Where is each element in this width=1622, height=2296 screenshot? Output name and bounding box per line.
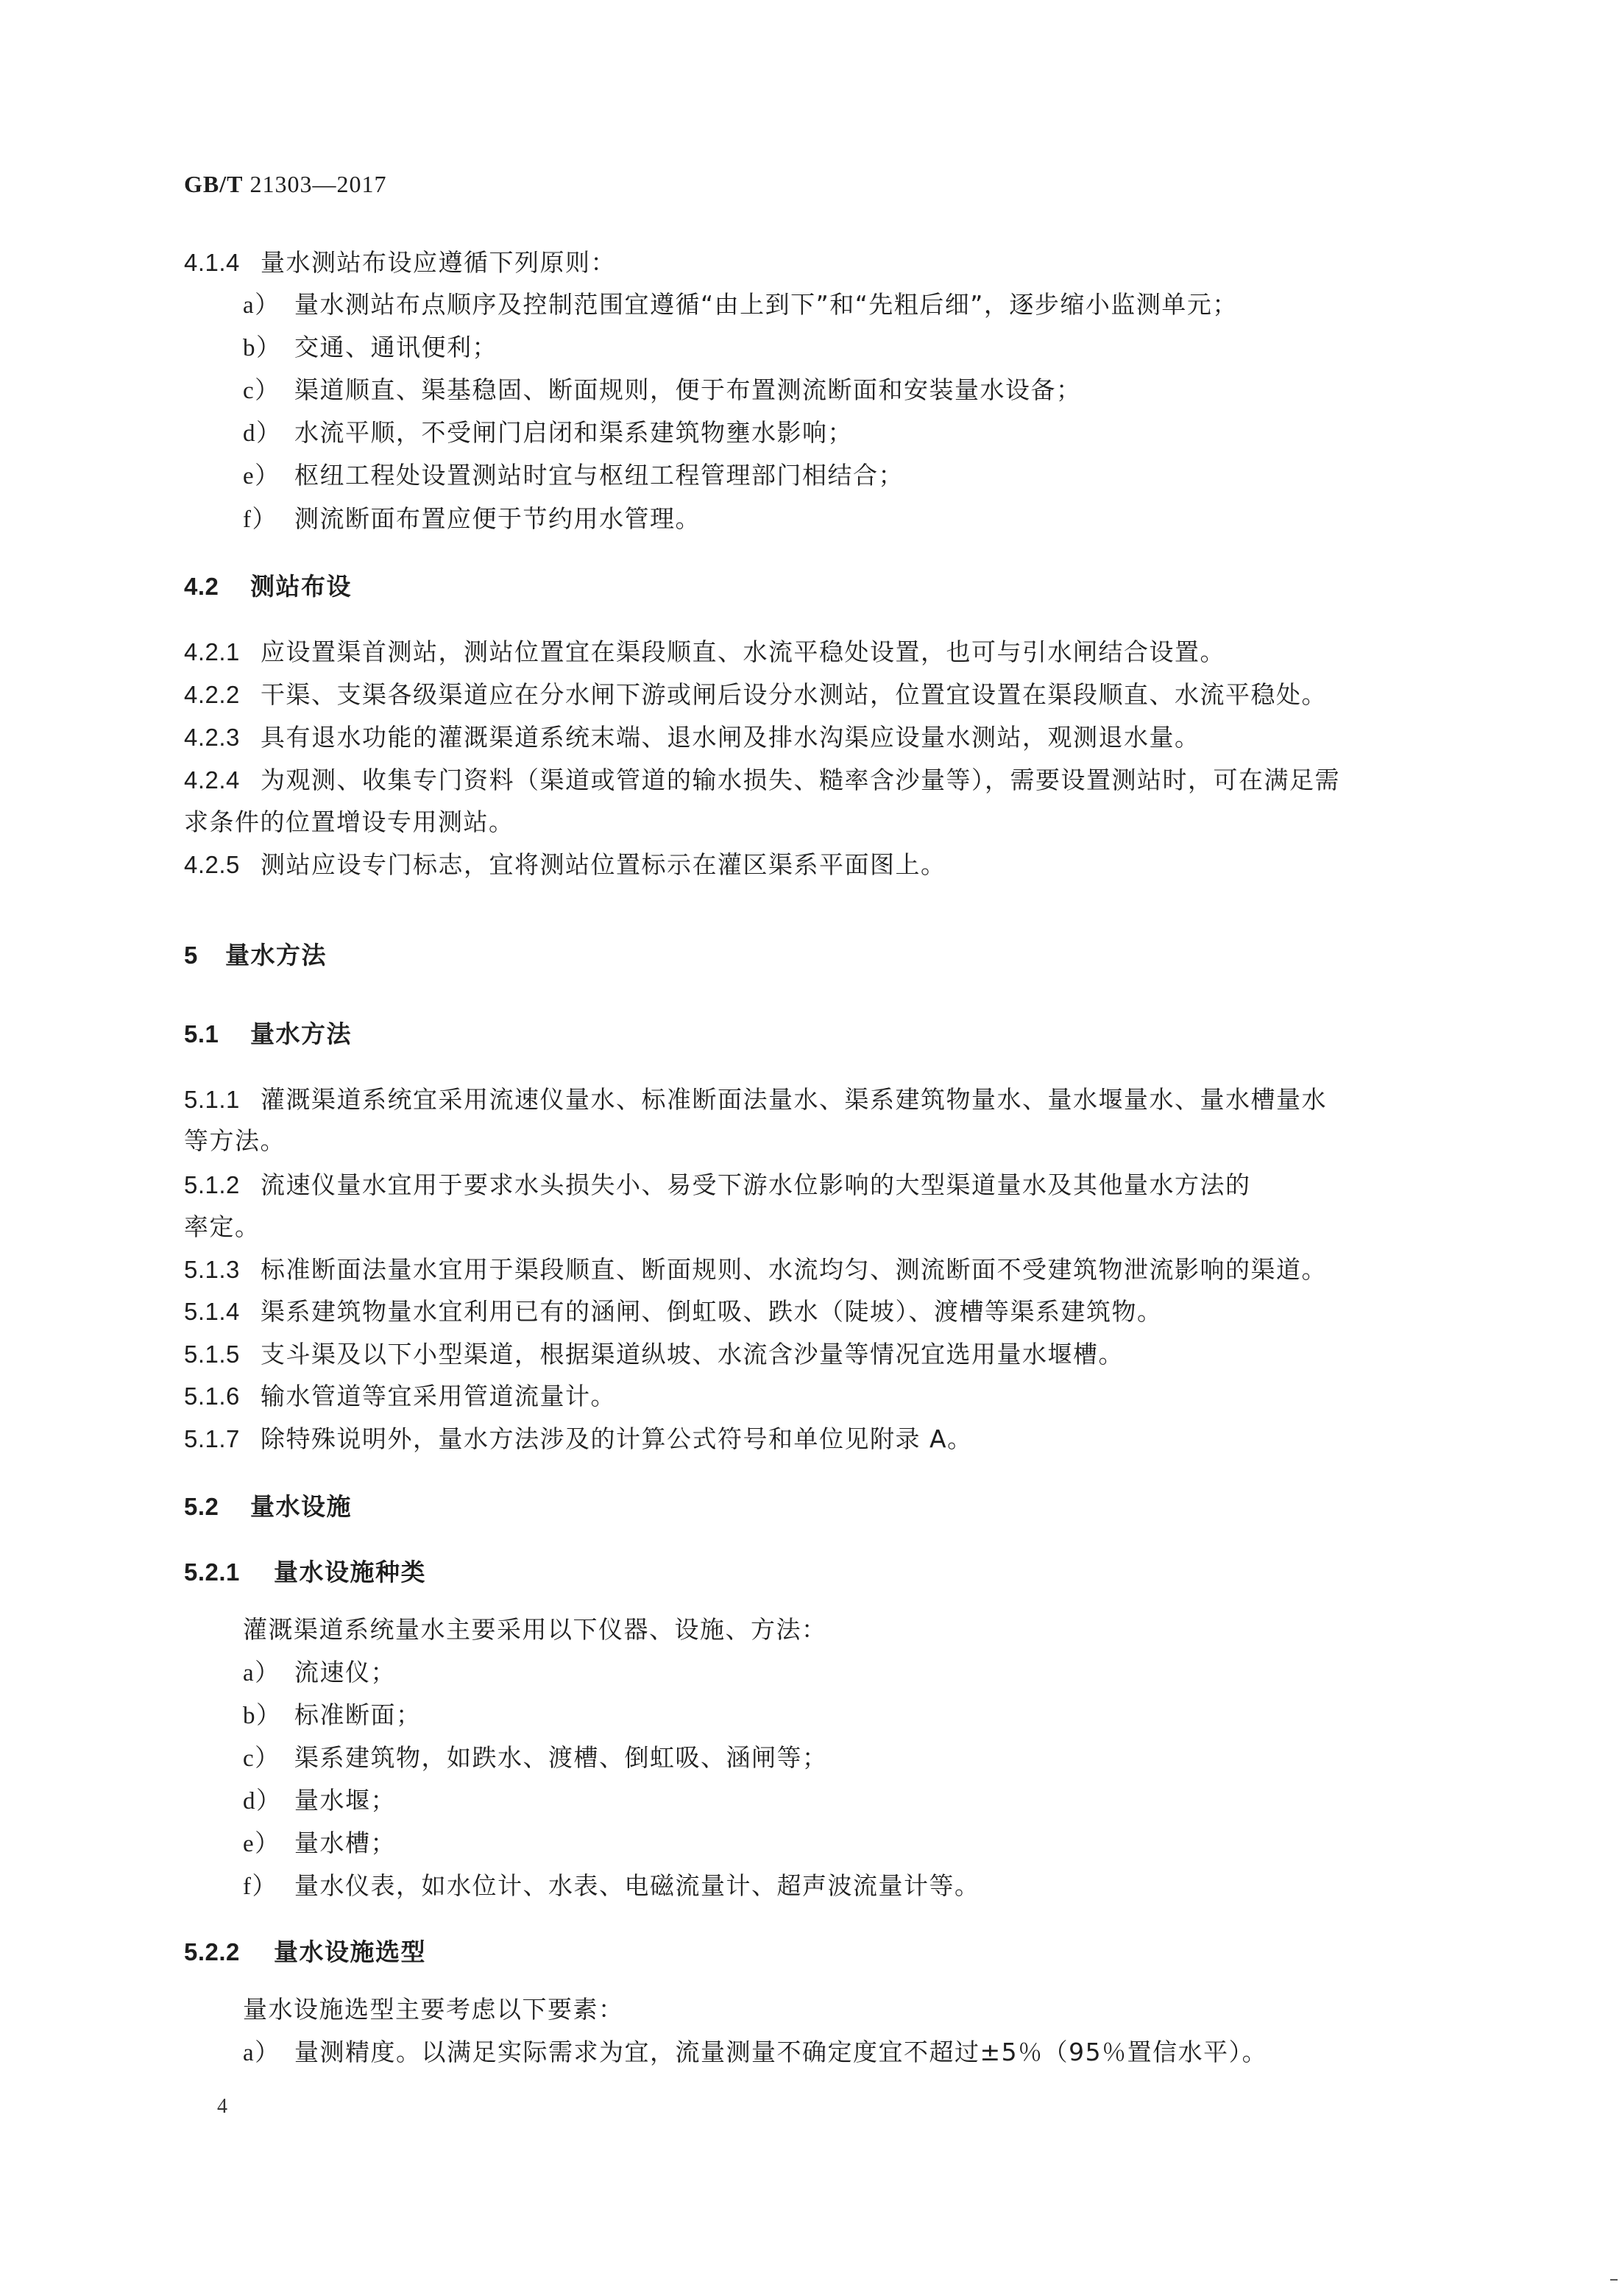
item-text: 量水仪表，如水位计、水表、电磁流量计、超声波流量计等。 [294, 1871, 980, 1900]
item-letter: b） [243, 335, 282, 361]
list-item [243, 333, 497, 363]
clause-4-2-4 [184, 766, 1340, 795]
clause-5-1-4 [184, 1297, 1163, 1327]
list-item [243, 1786, 396, 1816]
paragraph-intro [243, 1615, 827, 1645]
item-letter: a） [243, 2040, 280, 2066]
clause-4-2-5 [184, 850, 946, 880]
list-item [243, 461, 904, 491]
subsection-number: 5.2.2 [184, 1938, 240, 1965]
clause-5-1-3 [184, 1255, 1327, 1285]
item-text: 渠道顺直、渠基稳固、断面规则，便于布置测流断面和安装量水设备； [294, 375, 1082, 404]
list-item [243, 290, 1238, 320]
item-text: 标准断面； [294, 1700, 422, 1729]
subsection-heading-5-2-1 [184, 1558, 426, 1587]
item-letter: c） [243, 378, 280, 404]
clause-number: 4.2.3 [184, 724, 240, 751]
clause-number: 4.2.1 [184, 638, 240, 665]
item-letter: e） [243, 463, 280, 490]
clause-continuation [184, 1126, 286, 1156]
clause-5-1-2 [184, 1170, 1251, 1200]
clause-4-2-1 [184, 637, 1225, 667]
clause-number: 5.1.3 [184, 1256, 240, 1283]
section-heading-5-2 [184, 1492, 352, 1522]
clause-5-1-1 [184, 1085, 1327, 1115]
section-heading-5-1 [184, 1020, 352, 1049]
clause-number: 5.1.4 [184, 1298, 240, 1325]
item-text: 测流断面布置应便于节约用水管理。 [294, 504, 701, 533]
subsection-title: 量水设施选型 [274, 1938, 426, 1966]
clause-5-1-6 [184, 1382, 616, 1411]
section-number: 5.1 [184, 1020, 219, 1048]
item-text: 水流平顺，不受闸门启闭和渠系建筑物壅水影响； [294, 418, 853, 447]
standard-code [184, 171, 386, 198]
intro-text: 量水设施选型主要考虑以下要素： [243, 1995, 624, 2024]
clause-text: 具有退水功能的灌溉渠道系统末端、退水闸及排水沟渠应设量水测站，观测退水量。 [261, 723, 1200, 752]
item-text: 量水堰； [294, 1786, 396, 1815]
clause-number: 4.2.2 [184, 681, 240, 708]
item-letter: d） [243, 1788, 282, 1815]
paragraph-intro [243, 1995, 624, 2024]
clause-number: 4.1.4 [184, 249, 240, 276]
scan-mark [1610, 2279, 1618, 2281]
list-item [243, 504, 701, 534]
page-number: 4 [217, 2095, 227, 2118]
clause-4-2-2 [184, 680, 1327, 710]
item-letter: c） [243, 1745, 280, 1772]
item-text: 枢纽工程处设置测站时宜与枢纽工程管理部门相结合； [294, 461, 904, 490]
standard-prefix: GB/T [184, 171, 244, 197]
clause-number: 5.1.1 [184, 1086, 240, 1113]
subsection-number: 5.2.1 [184, 1558, 240, 1586]
clause-text-continued: 等方法。 [184, 1126, 286, 1155]
chapter-heading-5 [184, 941, 327, 970]
list-item [243, 418, 853, 448]
list-item [243, 375, 1082, 406]
list-item [243, 1700, 422, 1731]
item-text: 流速仪； [294, 1658, 396, 1686]
clause-text: 流速仪量水宜用于要求水头损失小、易受下游水位影响的大型渠道量水及其他量水方法的 [261, 1170, 1251, 1199]
subsection-heading-5-2-2 [184, 1938, 426, 1967]
item-letter: a） [243, 292, 280, 319]
list-item [243, 1658, 396, 1688]
item-text: 渠系建筑物，如跌水、渡槽、倒虹吸、涵闸等； [294, 1743, 828, 1772]
clause-number: 5.1.2 [184, 1171, 240, 1198]
item-letter: d） [243, 420, 282, 447]
item-text: 量水测站布点顺序及控制范围宜遵循“由上到下”和“先粗后细”，逐步缩小监测单元； [294, 290, 1238, 319]
clause-number: 4.2.4 [184, 766, 240, 794]
section-number: 4.2 [184, 573, 219, 600]
chapter-number: 5 [184, 942, 198, 969]
clause-text: 除特殊说明外，量水方法涉及的计算公式符号和单位见附录 A。 [261, 1424, 973, 1453]
clause-text-continued: 求条件的位置增设专用测站。 [184, 808, 514, 836]
clause-text: 标准断面法量水宜用于渠段顺直、断面规则、水流均匀、测流断面不受建筑物泄流影响的渠道。 [261, 1255, 1327, 1284]
list-item [243, 1743, 828, 1773]
section-number: 5.2 [184, 1493, 219, 1520]
clause-text: 测站应设专门标志，宜将测站位置标示在灌区渠系平面图上。 [261, 850, 946, 879]
clause-text: 渠系建筑物量水宜利用已有的涵闸、倒虹吸、跌水（陡坡）、渡槽等渠系建筑物。 [261, 1297, 1163, 1326]
item-letter: f） [243, 506, 277, 533]
item-letter: f） [243, 1873, 277, 1900]
item-text: 交通、通讯便利； [294, 333, 497, 361]
section-heading-4-2 [184, 572, 352, 601]
clause-text-continued: 率定。 [184, 1212, 261, 1241]
item-letter: a） [243, 1660, 280, 1686]
clause-text: 干渠、支渠各级渠道应在分水闸下游或闸后设分水测站，位置宜设置在渠段顺直、水流平稳处。 [261, 680, 1327, 709]
clause-number: 5.1.6 [184, 1382, 240, 1410]
clause-text: 量水测站布设应遵循下列原则： [261, 248, 616, 277]
item-letter: e） [243, 1831, 280, 1857]
intro-text: 灌溉渠道系统量水主要采用以下仪器、设施、方法： [243, 1615, 827, 1644]
standard-number: 21303—2017 [249, 171, 387, 197]
clause-text: 支斗渠及以下小型渠道，根据渠道纵坡、水流含沙量等情况宜选用量水堰槽。 [261, 1340, 1124, 1368]
clause-number: 5.1.7 [184, 1425, 240, 1452]
clause-4-1-4 [184, 248, 616, 278]
clause-4-2-3 [184, 723, 1200, 752]
chapter-title: 量水方法 [225, 941, 327, 969]
clause-number: 4.2.5 [184, 851, 240, 878]
list-item [243, 2038, 1267, 2068]
section-title: 量水方法 [250, 1020, 352, 1048]
clause-text: 为观测、收集专门资料（渠道或管道的输水损失、糙率含沙量等），需要设置测站时，可在满足需 [261, 766, 1340, 794]
section-title: 量水设施 [250, 1492, 352, 1521]
clause-text: 应设置渠首测站，测站位置宜在渠段顺直、水流平稳处设置，也可与引水闸结合设置。 [261, 637, 1225, 666]
clause-5-1-5 [184, 1340, 1124, 1369]
list-item [243, 1871, 980, 1901]
clause-text: 灌溉渠道系统宜采用流速仪量水、标准断面法量水、渠系建筑物量水、量水堰量水、量水槽量水 [261, 1085, 1327, 1114]
clause-number: 5.1.5 [184, 1340, 240, 1368]
clause-continuation [184, 1212, 261, 1242]
clause-continuation [184, 808, 514, 837]
clause-text: 输水管道等宜采用管道流量计。 [261, 1382, 616, 1410]
item-letter: b） [243, 1703, 282, 1729]
clause-5-1-7 [184, 1424, 973, 1454]
list-item [243, 1829, 396, 1859]
item-text: 量测精度。以满足实际需求为宜，流量测量不确定度宜不超过±5％（95％置信水平）。 [294, 2038, 1268, 2066]
item-text: 量水槽； [294, 1829, 396, 1857]
section-title: 测站布设 [250, 572, 352, 601]
subsection-title: 量水设施种类 [274, 1558, 426, 1586]
